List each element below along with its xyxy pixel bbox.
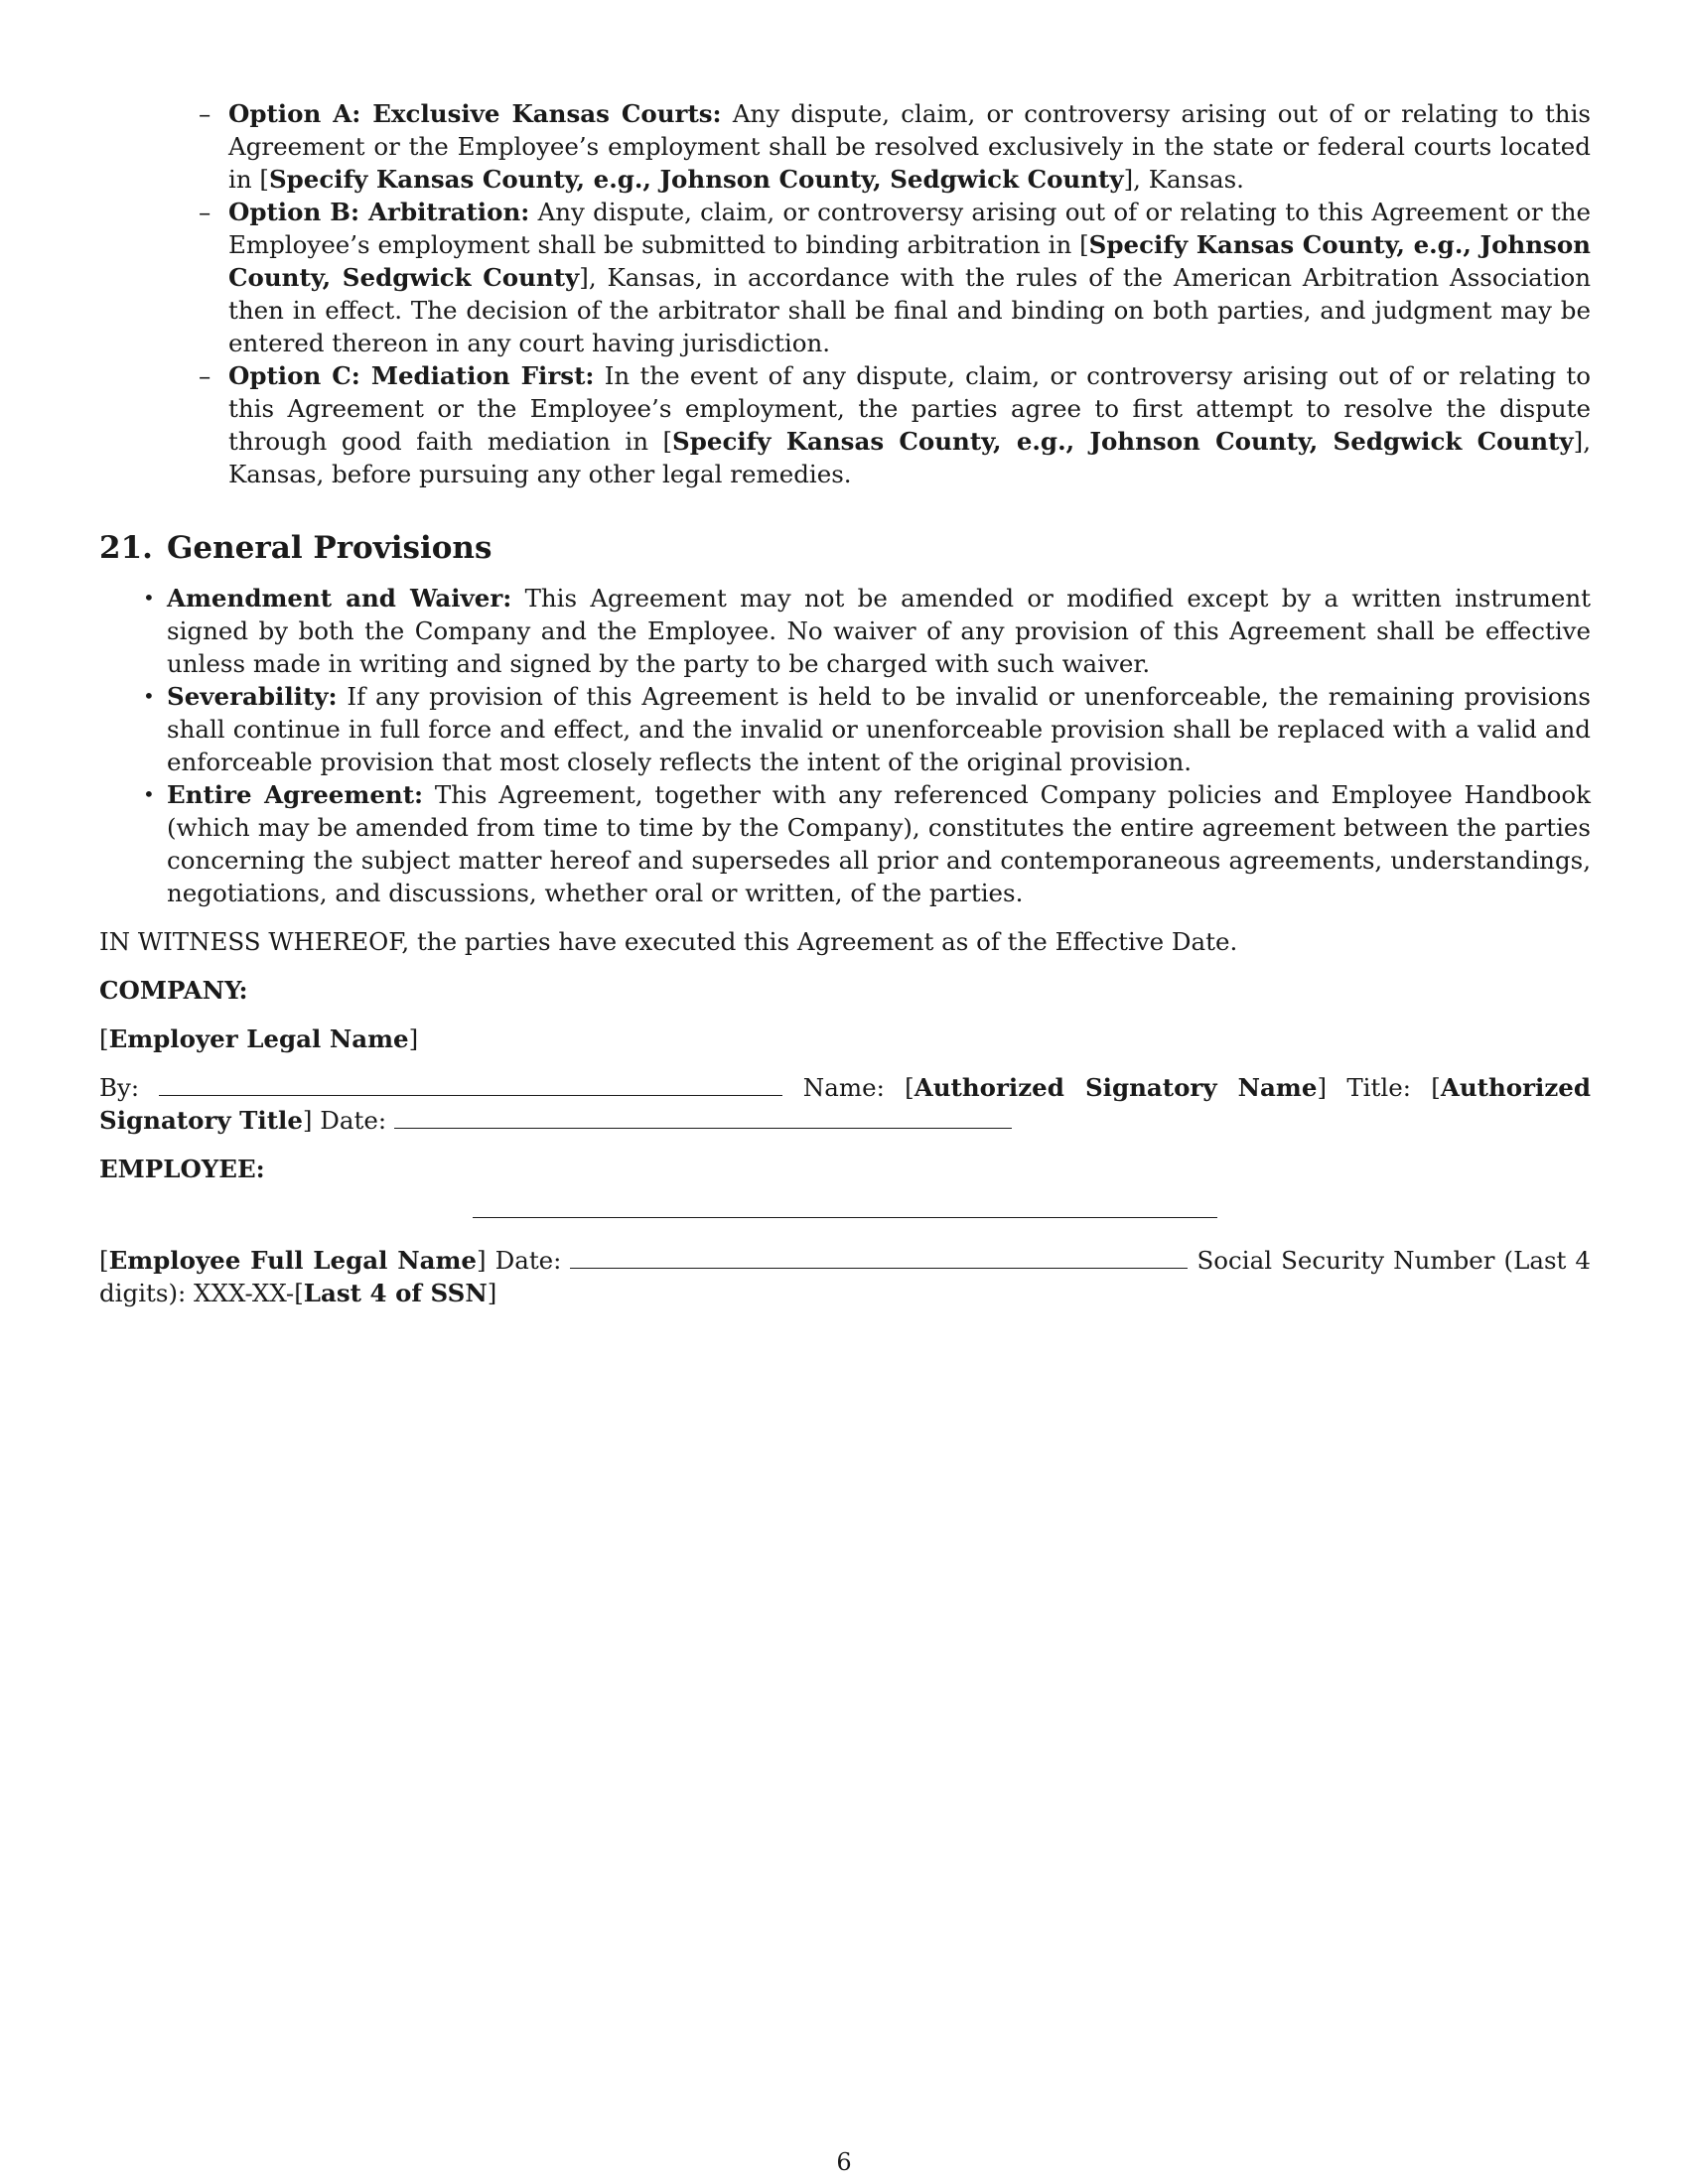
employee-full-legal-name: Employee Full Legal Name bbox=[108, 1246, 477, 1275]
provision-text: If any provision of this Agreement is held to be invalid or unenforceable, the remaining provisions shall continue in full force and effect, and the invalid or unenforceable provision shall be replaced with a valid and enforceable provision that most closely reflects the intent of the original provision. bbox=[167, 682, 1591, 776]
employer-legal-name: Employer Legal Name bbox=[108, 1024, 409, 1053]
option-a-title: Option A: Exclusive Kansas Courts: bbox=[228, 99, 722, 128]
section-title: General Provisions bbox=[166, 530, 492, 566]
bullet-marker: • bbox=[143, 586, 155, 610]
provision-text: This Agreement, together with any referenced Company policies and Employee Handbook (which may be amended from time to time by the Company), constitutes the entire agreement between the parties concerning the subject matter hereof and supersedes all prior and contemporaneous agreements, understandings, negotiations, and discussions, whether oral or written, of the parties. bbox=[167, 780, 1592, 907]
company-signature-line[interactable] bbox=[159, 1073, 782, 1096]
bracket-open: [ bbox=[99, 1024, 109, 1053]
company-signature-block bbox=[99, 1071, 1591, 1137]
provision-title: Amendment and Waiver: bbox=[167, 584, 512, 613]
provision-text: This Agreement may not be amended or modified except by a written instrument signed by both the Company and the Employee. No waiver of any provision of this Agreement shall be effective unless made in writing and signed by the party to be charged with such waiver. bbox=[167, 584, 1592, 678]
bullet-marker: • bbox=[143, 684, 155, 708]
witness-statement: IN WITNESS WHEREOF, the parties have executed this Agreement as of the Effective Date. bbox=[99, 927, 1238, 956]
document-content bbox=[99, 97, 1591, 1309]
option-c-title: Option C: Mediation First: bbox=[228, 361, 595, 390]
option-c-item bbox=[199, 359, 1592, 490]
by-label: By: bbox=[99, 1073, 140, 1102]
employee-details bbox=[99, 1244, 1591, 1309]
option-b-title: Option B: Arbitration: bbox=[228, 198, 530, 226]
ssn-placeholder: Last 4 of SSN bbox=[303, 1279, 488, 1307]
dispute-options-list bbox=[199, 97, 1592, 490]
company-date-line[interactable] bbox=[394, 1106, 1012, 1129]
option-b-item bbox=[199, 196, 1591, 359]
employee-signature-line[interactable] bbox=[473, 1217, 1217, 1218]
provision-title: Severability: bbox=[167, 682, 338, 711]
dash-marker: – bbox=[199, 99, 211, 128]
option-a-item bbox=[199, 97, 1591, 196]
option-a-placeholder: Specify Kansas County, e.g., Johnson County, Sedgwick County bbox=[268, 165, 1124, 194]
option-a-text: Any dispute, claim, or controversy arising out of or relating to this Agreement or the Employee’s employment shall be resolved exclusively in the state or federal courts located in [ bbox=[228, 99, 1591, 194]
option-b-text-end: ], Kansas, in accordance with the rules of the American Arbitration Association then in effect. The decision of the arbitrator shall be final and binding on both parties, and judgment may be entered thereon in any court having jurisdiction. bbox=[228, 263, 1591, 357]
provision-amendment-item bbox=[143, 582, 1592, 680]
option-b-text: Any dispute, claim, or controversy arising out of or relating to this Agreement or the Employee’s employment shall be submitted to binding arbitration in [ bbox=[228, 198, 1591, 259]
name-label: Name: [ bbox=[782, 1073, 914, 1102]
section-number: 21. bbox=[99, 530, 153, 566]
employee-heading-text: EMPLOYEE: bbox=[99, 1155, 265, 1183]
section-heading bbox=[99, 530, 1591, 566]
option-c-placeholder: Specify Kansas County, e.g., Johnson County, Sedgwick County bbox=[672, 427, 1574, 456]
bracket-open: [ bbox=[99, 1246, 109, 1275]
company-heading-text: COMPANY: bbox=[99, 976, 248, 1005]
date-label: ] Date: bbox=[302, 1106, 387, 1135]
employee-heading bbox=[99, 1153, 1591, 1185]
dash-marker: – bbox=[199, 198, 211, 226]
ssn-label: Social Security Number (Last 4 digits): XXX-XX-[ bbox=[99, 1246, 1591, 1307]
option-b-placeholder: Specify Kansas County, e.g., Johnson County, Sedgwick County bbox=[228, 230, 1591, 292]
page-number: 6 bbox=[836, 2148, 852, 2176]
employee-date-line[interactable] bbox=[570, 1246, 1188, 1269]
provision-severability-item bbox=[143, 680, 1591, 778]
authorized-signatory-title: Authorized Signatory Title bbox=[99, 1073, 1591, 1135]
option-c-text-end: ], Kansas, before pursuing any other legal remedies. bbox=[228, 427, 1591, 488]
title-label: ] Title: [ bbox=[1317, 1073, 1441, 1102]
option-a-text-end: ], Kansas. bbox=[1123, 165, 1244, 194]
authorized-signatory-name: Authorized Signatory Name bbox=[914, 1073, 1318, 1102]
dash-marker: – bbox=[199, 361, 211, 390]
employer-name-line bbox=[99, 1023, 1591, 1055]
company-heading bbox=[99, 974, 1591, 1007]
bracket-close: ] bbox=[408, 1024, 419, 1053]
option-c-text: In the event of any dispute, claim, or controversy arising out of or relating to this Agreement or the Employee’s employment, the parties agree to first attempt to resolve the dispute through good faith mediation in [ bbox=[228, 361, 1592, 456]
general-provisions-list bbox=[143, 582, 1592, 909]
bullet-marker: • bbox=[143, 782, 155, 806]
provision-title: Entire Agreement: bbox=[167, 780, 424, 809]
bracket-close: ] bbox=[487, 1279, 497, 1307]
provision-entire-agreement-item bbox=[143, 778, 1592, 909]
employee-date-label: ] Date: bbox=[476, 1246, 562, 1275]
